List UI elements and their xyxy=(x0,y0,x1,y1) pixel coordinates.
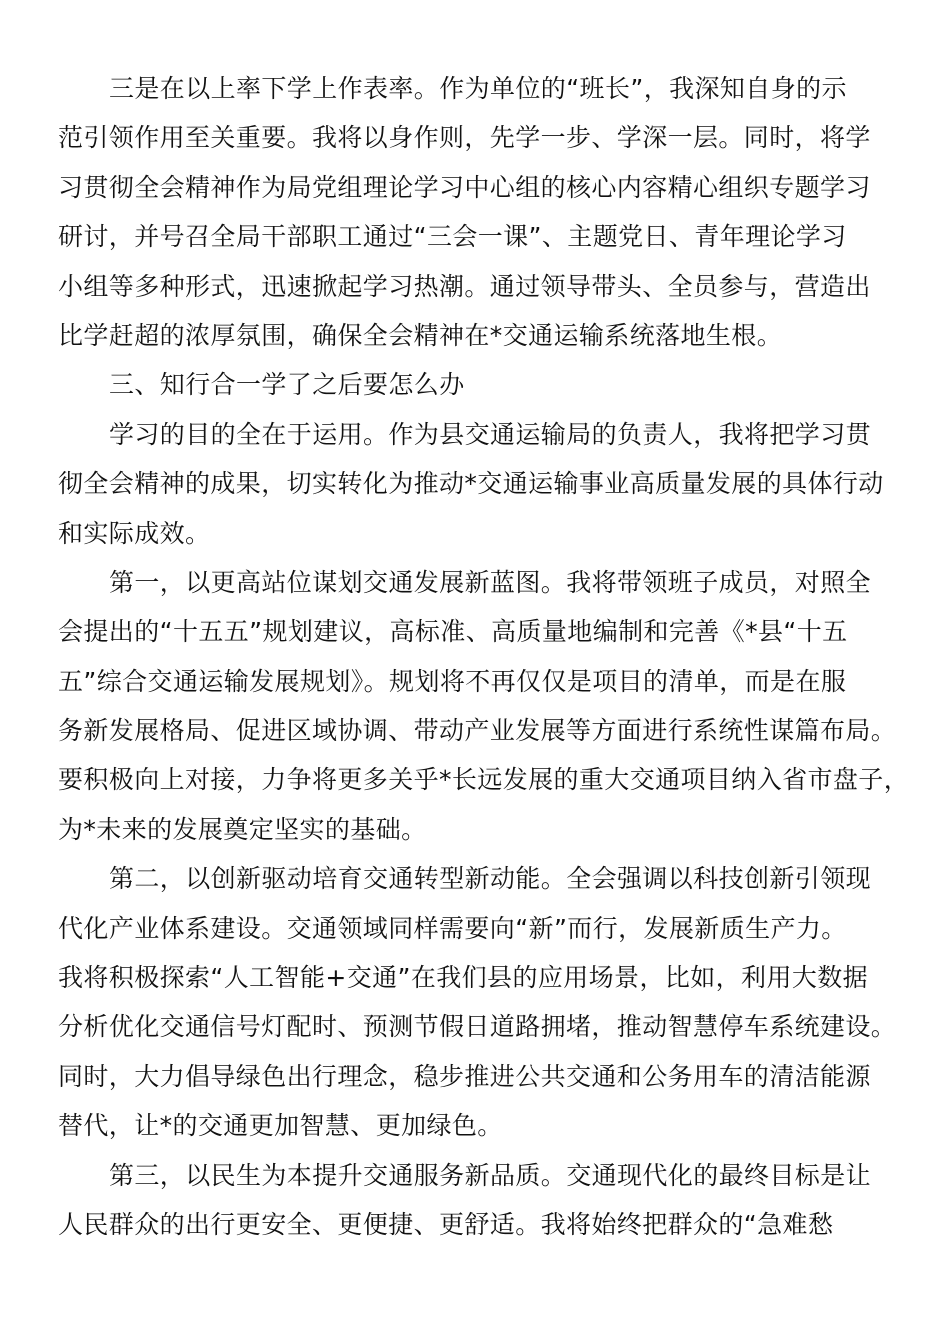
text-line: 替代，让*的交通更加智慧、更加绿色。 xyxy=(58,1111,503,1141)
text-line: 范引领作用至关重要。我将以身作则，先学一步、学深一层。同时，将学 xyxy=(58,123,871,153)
heading-text: 三、知行合一学了之后要怎么办 xyxy=(109,370,465,400)
paragraph-first-point xyxy=(58,558,918,854)
paragraph-lead-by-example xyxy=(58,64,918,360)
text-line: 会提出的“十五五”规划建议，高标准、高质量地编制和完善《*县“十五 xyxy=(58,617,848,647)
text-line: 人民群众的出行更安全、更便捷、更舒适。我将始终把群众的“急难愁 xyxy=(58,1209,834,1239)
text-line: 彻全会精神的成果，切实转化为推动*交通运输事业高质量发展的具体行动 xyxy=(58,469,884,499)
text-line: 第一，以更高站位谋划交通发展新蓝图。我将带领班子成员，对照全 xyxy=(109,567,872,597)
paragraph-purpose-of-study xyxy=(58,410,918,558)
paragraph-second-point xyxy=(58,854,918,1150)
text-line: 要积极向上对接，力争将更多关乎*长远发展的重大交通项目纳入省市盘子， xyxy=(58,765,910,795)
text-line: 五”综合交通运输发展规划》。规划将不再仅仅是项目的清单，而是在服 xyxy=(58,666,847,696)
text-line: 学习的目的全在于运用。作为县交通运输局的负责人，我将把学习贯 xyxy=(109,419,872,449)
text-line: 同时，大力倡导绿色出行理念，稳步推进公共交通和公务用车的清洁能源 xyxy=(58,1061,871,1091)
text-line: 务新发展格局、促进区域协调、带动产业发展等方面进行系统性谋篇布局。 xyxy=(58,716,897,746)
text-line: 第三，以民生为本提升交通服务新品质。交通现代化的最终目标是让 xyxy=(109,1160,872,1190)
text-line: 为*未来的发展奠定坚实的基础。 xyxy=(58,814,427,844)
text-line: 代化产业体系建设。交通领域同样需要向“新”而行，发展新质生产力。 xyxy=(58,913,847,943)
text-line: 三是在以上率下学上作表率。作为单位的“班长”，我深知自身的示 xyxy=(109,74,847,103)
text-line: 习贯彻全会精神作为局党组理论学习中心组的核心内容精心组织专题学习 xyxy=(58,172,871,202)
text-line: 分析优化交通信号灯配时、预测节假日道路拥堵，推动智慧停车系统建设。 xyxy=(58,1012,897,1042)
text-line: 研讨，并号召全局干部职工通过“三会一课”、主题党日、青年理论学习 xyxy=(58,222,847,252)
paragraph-third-point xyxy=(58,1151,918,1250)
text-line: 第二，以创新驱动培育交通转型新动能。全会强调以科技创新引领现 xyxy=(109,864,872,894)
section-heading xyxy=(58,360,918,409)
text-line: 小组等多种形式，迅速掀起学习热潮。通过领导带头、全员参与，营造出 xyxy=(58,271,871,301)
text-line: 和实际成效。 xyxy=(58,518,211,548)
document-page xyxy=(58,64,918,1249)
text-line: 比学赶超的浓厚氛围，确保全会精神在*交通运输系统落地生根。 xyxy=(58,320,783,350)
text-line: 我将积极探索“人工智能+交通”在我们县的应用场景，比如，利用大数据 xyxy=(58,963,869,993)
